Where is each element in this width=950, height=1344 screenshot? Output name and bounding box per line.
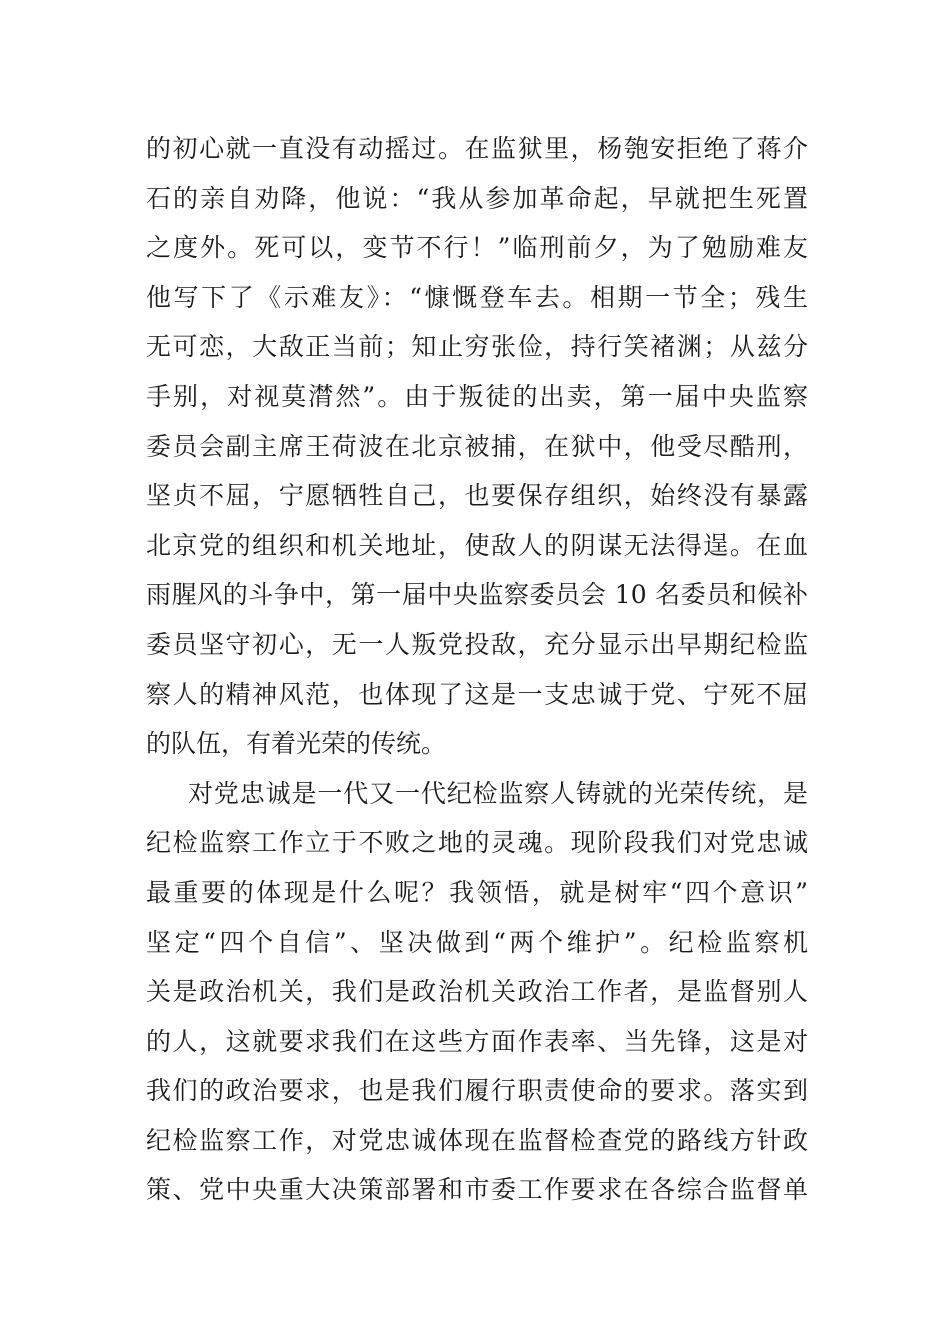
text-line: 关是政治机关，我们是政治机关政治工作者，是监督别人 — [146, 977, 808, 1007]
paragraph-2 — [146, 769, 808, 1215]
text-line: 手别，对视莫潸然”。由于叛徒的出卖，第一届中央监察 — [146, 381, 808, 411]
text-line: 察人的精神风范，也体现了这是一支忠诚于党、宁死不屈 — [146, 679, 808, 709]
text-line: 我们的政治要求，也是我们履行职责使命的要求。落实到 — [146, 1076, 808, 1106]
text-line: 纪检监察工作，对党忠诚体现在监督检查党的路线方针政 — [146, 1125, 808, 1155]
text-line: 委员会副主席王荷波在北京被捕，在狱中，他受尽酷刑， — [146, 431, 808, 461]
text-line: 对党忠诚是一代又一代纪检监察人铸就的光荣传统，是 — [188, 778, 808, 808]
text-line: 北京党的组织和机关地址，使敌人的阴谋无法得逞。在血 — [146, 530, 808, 560]
text-line: 坚贞不屈，宁愿牺牲自己，也要保存组织，始终没有暴露 — [146, 481, 808, 511]
text-line: 策、党中央重大决策部署和市委工作要求在各综合监督单 — [146, 1175, 808, 1205]
text-line: 石的亲自劝降，他说：“我从参加革命起，早就把生死置 — [146, 183, 808, 213]
text-line: 的人，这就要求我们在这些方面作表率、当先锋，这是对 — [146, 1026, 808, 1056]
text-line: 最重要的体现是什么呢？我领悟，就是树牢“四个意识” — [146, 877, 808, 907]
paragraph-1 — [146, 124, 808, 769]
text-line: 他写下了《示难友》：“慷慨登车去。相期一节全；残生 — [146, 282, 808, 312]
text-line: 坚定“四个自信”、坚决做到“两个维护”。纪检监察机 — [146, 927, 808, 957]
text-line: 委员坚守初心，无一人叛党投敌，充分显示出早期纪检监 — [146, 629, 808, 659]
text-line: 的队伍，有着光荣的传统。 — [146, 729, 447, 759]
document-body — [146, 124, 808, 1215]
text-line: 纪检监察工作立于不败之地的灵魂。现阶段我们对党忠诚 — [146, 828, 808, 858]
text-line: 雨腥风的斗争中，第一届中央监察委员会 10 名委员和候补 — [146, 580, 808, 610]
text-line: 无可恋，大敌正当前；知止穷张俭，持行笑褚渊；从兹分 — [146, 332, 808, 362]
text-line: 的初心就一直没有动摇过。在监狱里，杨匏安拒绝了蒋介 — [146, 134, 808, 163]
text-line: 之度外。死可以，变节不行！”临刑前夕，为了勉励难友 — [146, 233, 808, 263]
